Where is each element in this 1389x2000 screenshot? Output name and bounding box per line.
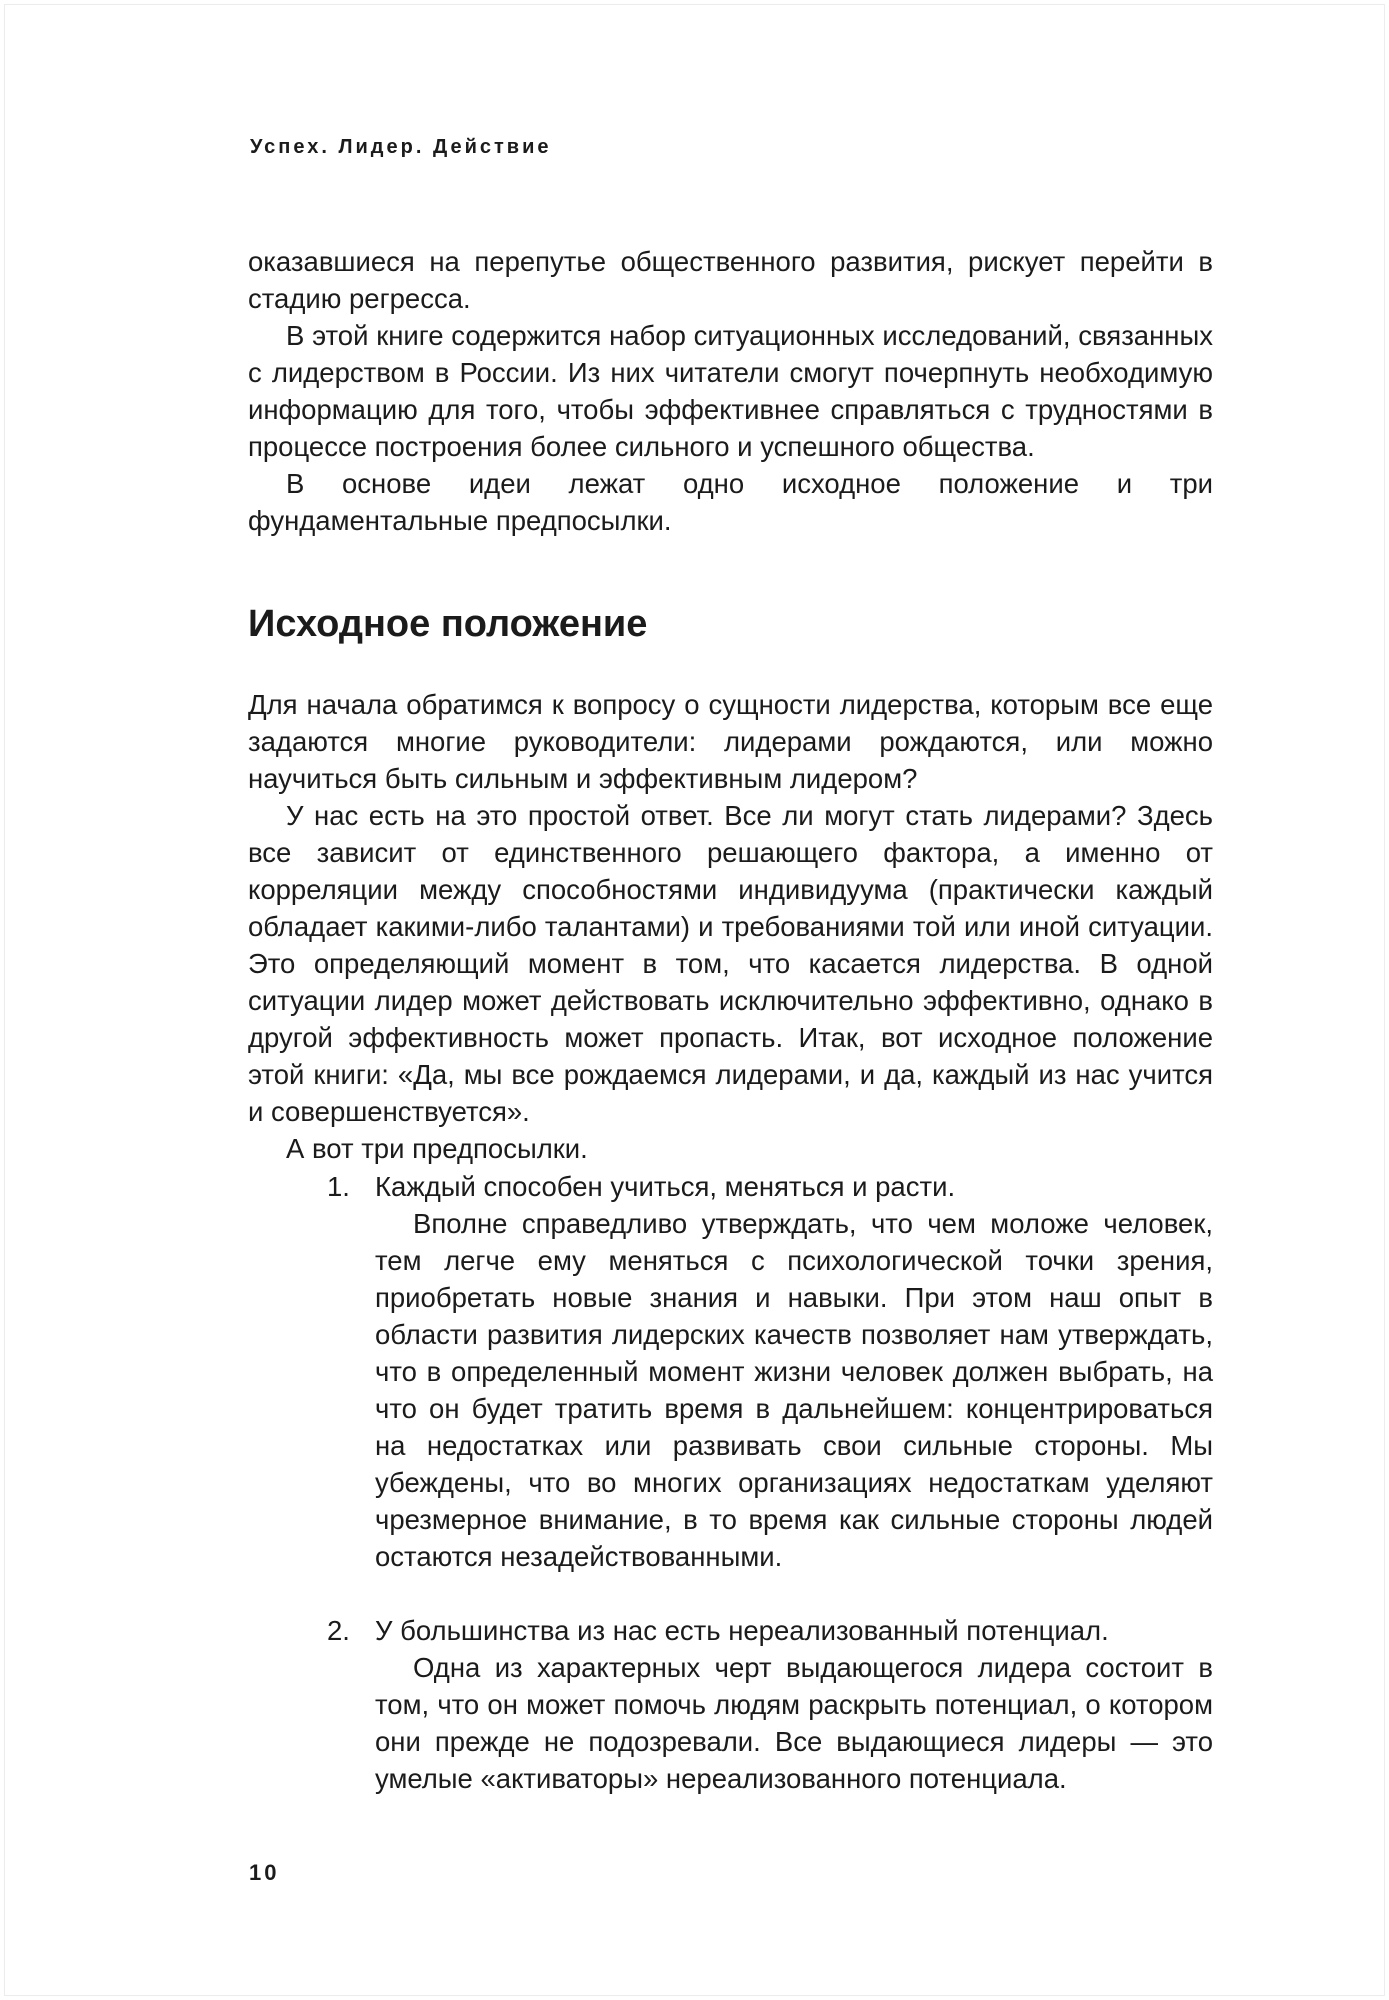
intro-paragraph: В основе идеи лежат одно исходное положение и три фундаментальные предпосылки. [248,468,1213,536]
list-item-body: Одна из характерных черт выдающегося лидера состоит в том, что он может помочь людям раскрыть потенциал, о котором они прежде не подозревали. Все выдающиеся лидеры — это умелые «активаторы» нереализованного потенциала. [375,1652,1213,1794]
list-item-number: 1. [327,1171,350,1202]
list-item [327,1612,1213,1797]
section-text [248,686,1213,1167]
section-heading: Исходное положение [248,603,648,645]
intro-paragraph: оказавшиеся на перепутье общественного развития, рискует перейти в стадию регресса. [248,246,1213,314]
list-item-number: 2. [327,1615,350,1646]
intro-paragraph: В этой книге содержится набор ситуационных исследований, связанных с лидерством в России. Из них читатели смогут почерпнуть необходимую информацию для того, чтобы эффективнее справляться с трудностями в процессе построения более сильного и успешного общества. [248,320,1213,462]
section-paragraph: Для начала обратимся к вопросу о сущности лидерства, которым все еще задаются многие руководители: лидерами рождаются, или можно научиться быть сильным и эффективным лидером? [248,689,1213,794]
list-item-body: Вполне справедливо утверждать, что чем моложе человек, тем легче ему меняться с психологической точки зрения, приобретать новые знания и навыки. При этом наш опыт в области развития лидерских качеств позволяет нам утверждать, что в определенный момент жизни человек должен выбрать, на что он будет тратить время в дальнейшем: концентрироваться на недостатках или развивать свои сильные стороны. Мы убеждены, что во многих организациях недостаткам уделяют чрезмерное внимание, в то время как сильные стороны людей остаются незадействованными. [375,1208,1213,1572]
intro-text [248,243,1213,539]
list-item [327,1168,1213,1575]
list-item-title: У большинства из нас есть нереализованный потенциал. [375,1615,1109,1646]
page-number: 10 [249,1860,280,1885]
section-paragraph: А вот три предпосылки. [286,1133,588,1164]
section-paragraph: У нас есть на это простой ответ. Все ли могут стать лидерами? Здесь все зависит от единственного решающего фактора, а именно от корреляции между способностями индивидуума (практически каждый обладает какими-либо талантами) и требованиями той или иной ситуации. Это определяющий момент в том, что касается лидерства. В одной ситуации лидер может действовать исключительно эффективно, однако в другой эффективность может пропасть. Итак, вот исходное положение этой книги: «Да, мы все рождаемся лидерами, и да, каждый из нас учится и совершенствуется». [248,800,1213,1127]
list-item-title: Каждый способен учиться, меняться и расти. [375,1171,956,1202]
running-header: Успех. Лидер. Действие [250,136,552,158]
